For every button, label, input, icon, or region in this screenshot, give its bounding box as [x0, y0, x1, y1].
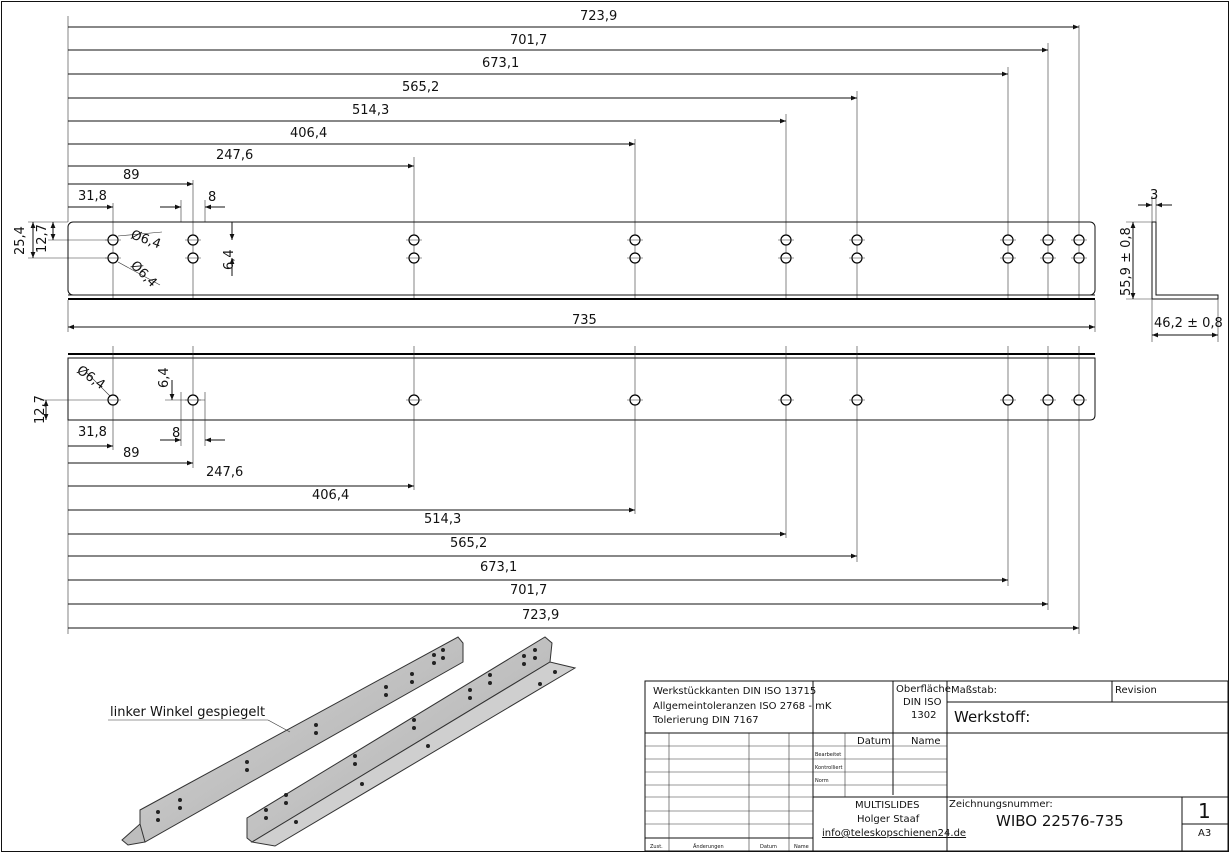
company-name: MULTISLIDES [855, 800, 920, 811]
sheet-number: 1 [1198, 799, 1211, 823]
paper-format: A3 [1198, 828, 1212, 839]
iso-note-label: linker Winkel gespiegelt [110, 705, 266, 720]
extension-lines-top [68, 16, 1095, 332]
dim-bottom-723-9: 723,9 [522, 608, 560, 623]
dim-bottom-31-8: 31,8 [78, 425, 107, 440]
surface-std-1: DIN ISO [903, 697, 942, 708]
note-tolerances: Allgemeintoleranzen ISO 2768 - mK [653, 701, 832, 712]
dim-top-514-3: 514,3 [352, 103, 390, 118]
dim-bottom-8: 8 [172, 426, 181, 441]
dim-top-701-7: 701,7 [510, 33, 548, 48]
dim-section-height: 55,9 ± 0,8 [1119, 227, 1134, 296]
dim-top-673-1: 673,1 [482, 56, 520, 71]
dim-bottom-514-3: 514,3 [424, 512, 462, 527]
angle-profile [1152, 222, 1218, 299]
hole-diameter-callout-2: Ø6,4 [127, 258, 160, 291]
top-view [13, 9, 1095, 332]
company-email: info@teleskopschienen24.de [822, 828, 967, 839]
row-norm: Norm [815, 778, 829, 784]
dim-top-8: 8 [208, 190, 217, 205]
hole-diameter-callout-3: Ø6,4 [73, 362, 108, 394]
note-edges: Werkstückkanten DIN ISO 13715 [653, 686, 817, 697]
dim-top-31-8: 31,8 [78, 189, 107, 204]
row-bearbeitet: Bearbeitet [815, 752, 842, 758]
dim-bottom-701-7: 701,7 [510, 583, 548, 598]
dim-bottom-pitch: 6,4 [157, 367, 172, 388]
bottom-view-holes [105, 395, 1087, 405]
drawing-number: WIBO 22576-735 [996, 812, 1124, 830]
surface-std-2: 1302 [911, 710, 937, 721]
bottom-view-outline [68, 358, 1095, 420]
row-kontrolliert: Kontrolliert [815, 765, 843, 771]
surface-label: Oberfläche [896, 684, 951, 695]
footer-zust: Zust. [650, 844, 663, 850]
dim-top-723-9: 723,9 [580, 9, 618, 24]
dim-vert-12-7: 12,7 [35, 224, 50, 253]
footer-datum: Datum [760, 844, 777, 850]
section-view [1119, 188, 1223, 342]
dim-bottom-89: 89 [123, 446, 140, 461]
material-label: Werkstoff: [954, 708, 1031, 726]
dim-bottom-406-4: 406,4 [312, 488, 350, 503]
name-header: Name [911, 736, 941, 747]
dim-top-565-2: 565,2 [402, 80, 440, 95]
hole-diameter-callout-1: Ø6,4 [128, 227, 163, 253]
dim-top-406-4: 406,4 [290, 126, 328, 141]
company-person: Holger Staaf [857, 814, 920, 825]
top-view-holes [105, 235, 1087, 263]
drawing-number-label: Zeichnungsnummer: [949, 799, 1053, 810]
datum-header: Datum [857, 736, 891, 747]
dim-section-width: 46,2 ± 0,8 [1154, 316, 1223, 331]
sheet-border [2, 2, 1229, 852]
dim-thickness: 3 [1150, 188, 1159, 203]
dim-vert-25-4: 25,4 [13, 226, 28, 255]
dim-top-89: 89 [123, 168, 140, 183]
bottom-view [33, 346, 1095, 634]
revision-label: Revision [1115, 685, 1157, 696]
footer-aenderungen: Änderungen [693, 844, 724, 850]
dim-bottom-565-2: 565,2 [450, 536, 488, 551]
dim-bottom-673-1: 673,1 [480, 560, 518, 575]
scale-label: Maßstab: [951, 685, 998, 696]
footer-name: Name [794, 844, 809, 850]
dim-overall-length: 735 [572, 313, 597, 328]
dim-top-247-6: 247,6 [216, 148, 254, 163]
dim-bottom-247-6: 247,6 [206, 465, 244, 480]
title-block [645, 681, 1228, 851]
note-tolerancing: Tolerierung DIN 7167 [653, 715, 759, 726]
isometric-view [108, 637, 575, 846]
dim-bottom-edge: 12,7 [33, 395, 48, 424]
dim-hole-pitch: 6,4 [222, 249, 237, 270]
